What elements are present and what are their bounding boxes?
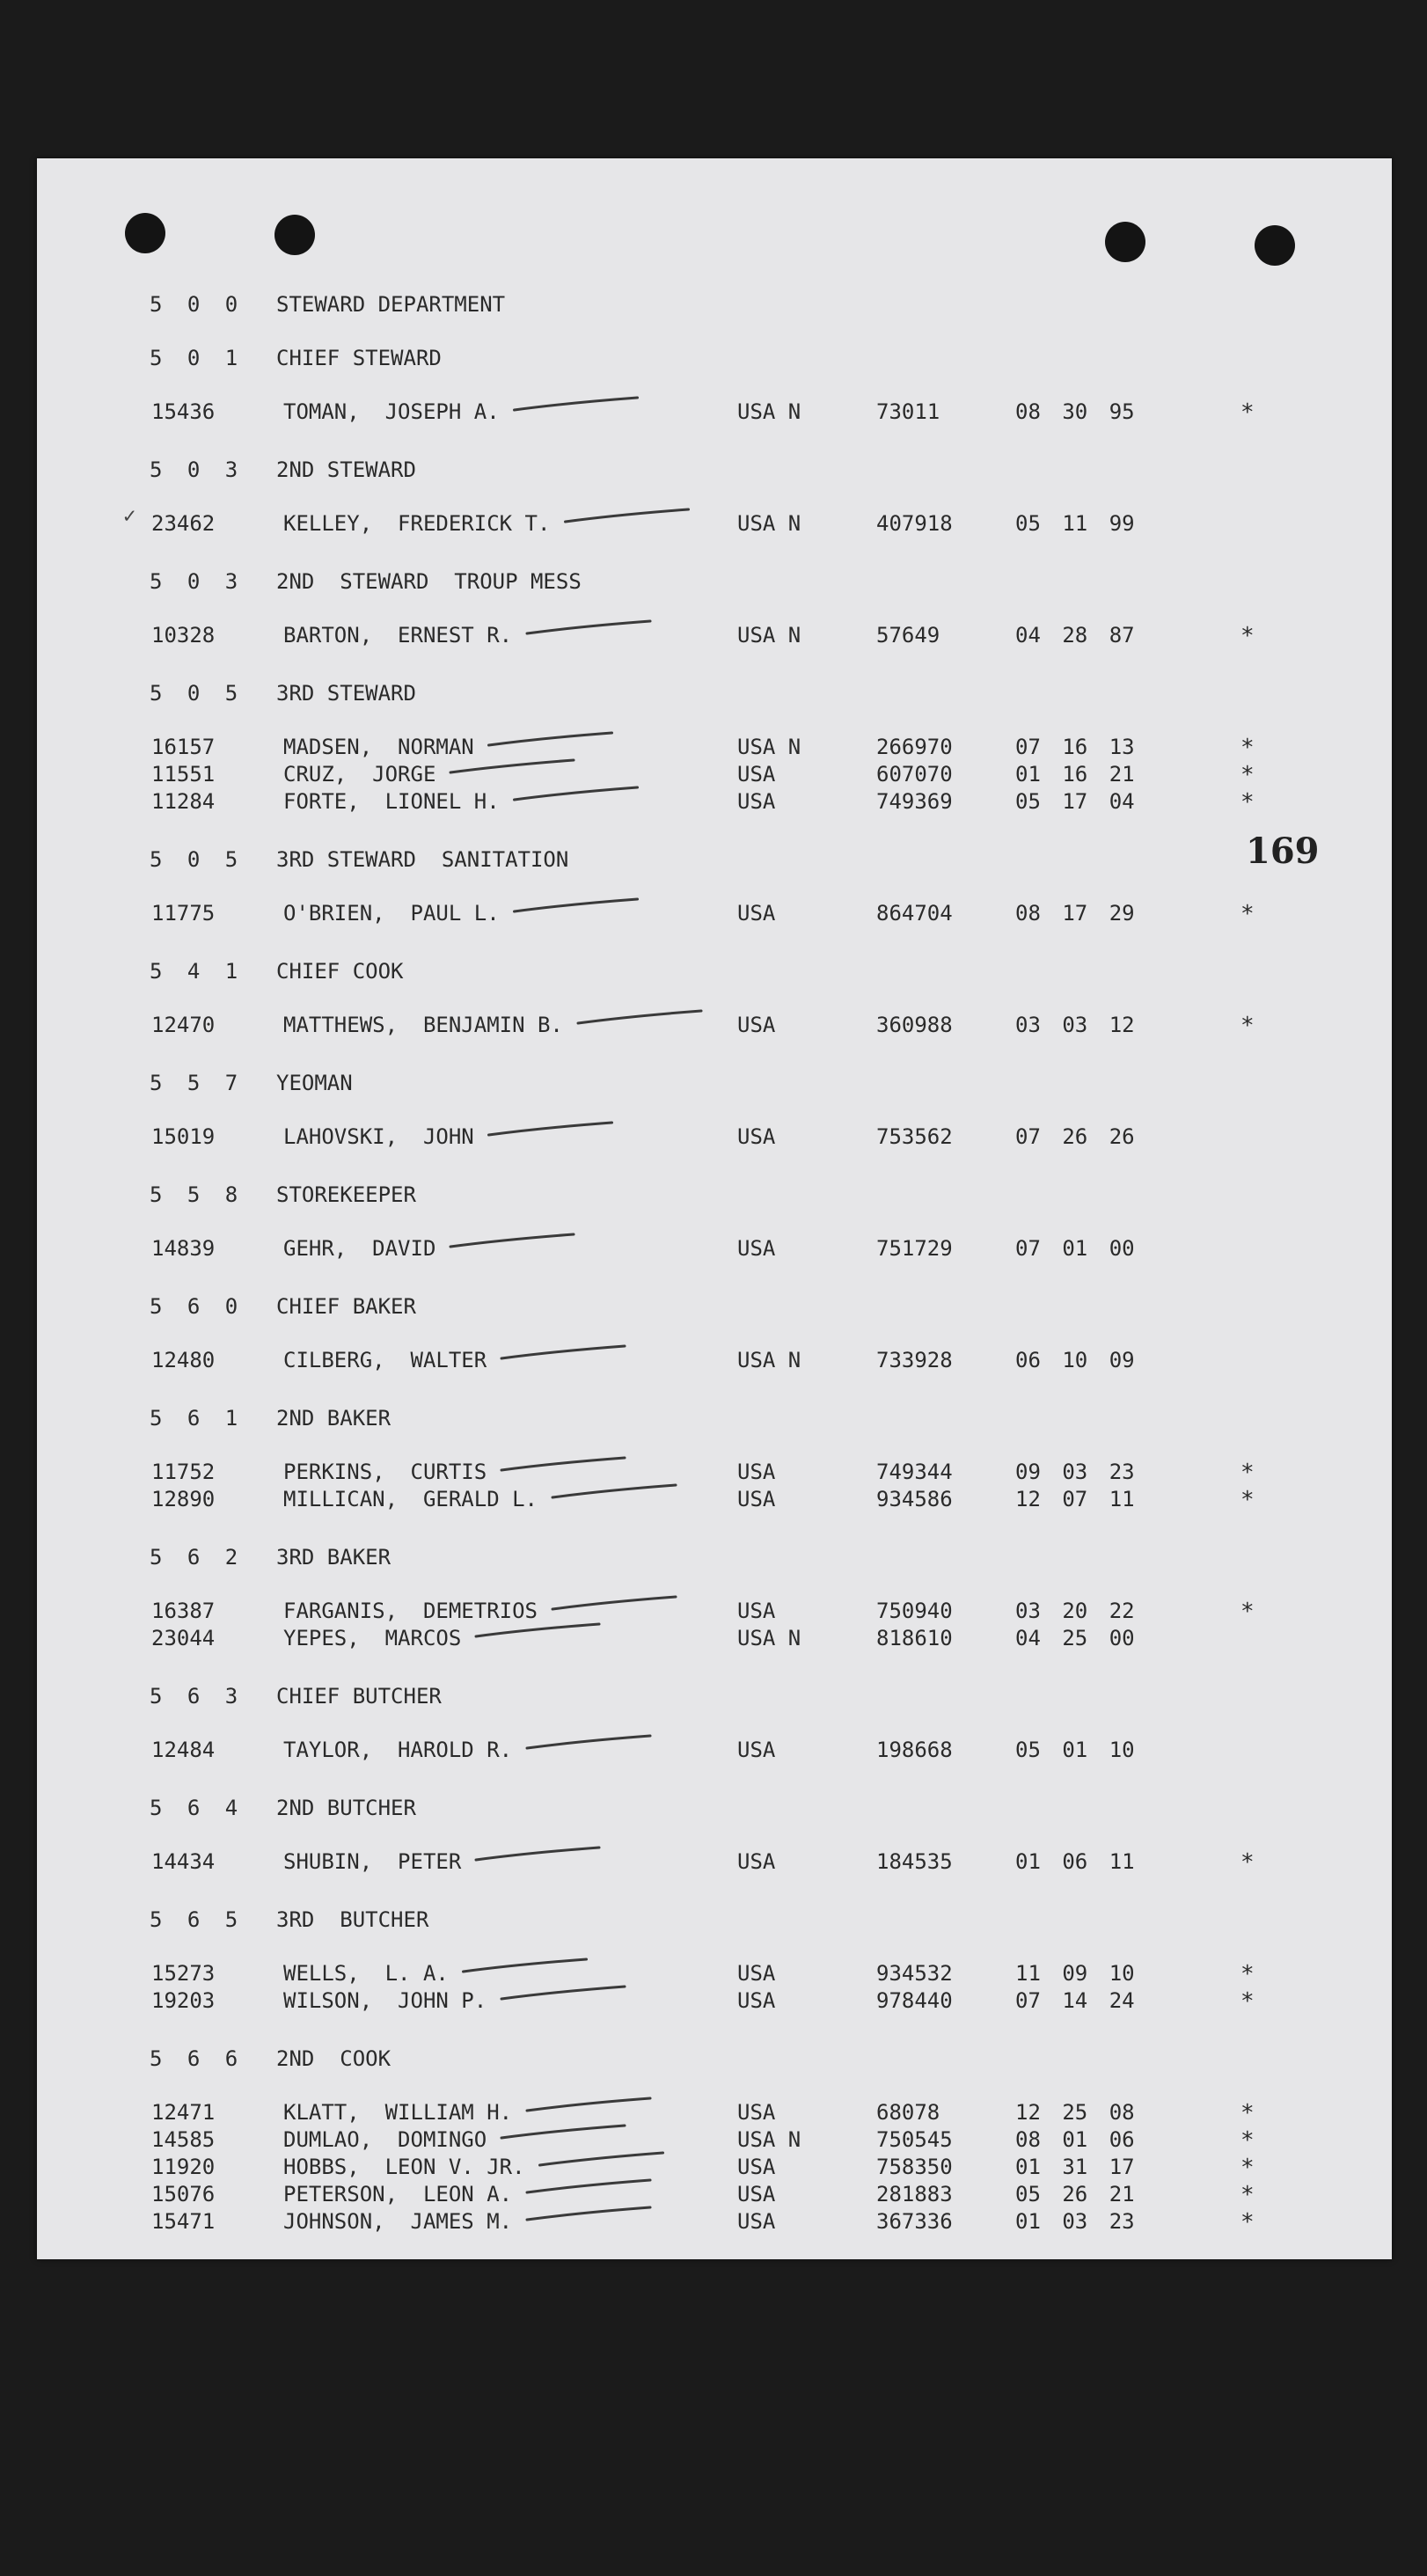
crew-date: 05 26 21 [1015,2182,1135,2206]
crew-date: 12 25 08 [1015,2100,1135,2125]
section-code: 5 0 5 [150,681,245,706]
section-code: 5 6 4 [150,1796,245,1820]
crew-id-number: 68078 [876,2100,940,2125]
crew-rating-number: 15273 [151,1961,216,1986]
crew-date: 09 03 23 [1015,1460,1135,1484]
crew-date: 08 01 06 [1015,2127,1135,2152]
crew-rating-number: 14434 [151,1849,216,1874]
section-title: 2ND STEWARD TROUP MESS [276,569,582,594]
crew-rating-number: 15019 [151,1124,216,1149]
crew-star-mark: * [1240,623,1255,649]
crew-id-number: 934586 [876,1487,953,1511]
crew-id-number: 749344 [876,1460,953,1484]
crew-name: MILLICAN, GERALD L. [283,1487,538,1511]
section-code: 5 6 1 [150,1406,245,1431]
crew-name: TOMAN, JOSEPH A. [283,399,500,424]
section-heading [37,346,1392,372]
crew-star-mark: * [1240,735,1255,761]
crew-rating-number: 14839 [151,1236,216,1261]
crew-name: SHUBIN, PETER [283,1849,462,1874]
crew-row [37,2100,1392,2126]
section-code: 5 5 8 [150,1182,245,1207]
section-title: 3RD BAKER [276,1545,392,1570]
crew-row [37,1348,1392,1374]
crew-id-number: 750940 [876,1599,953,1623]
crew-rating-number: 15471 [151,2209,216,2234]
crew-star-mark: * [1240,1849,1255,1876]
crew-row [37,1961,1392,1987]
crew-name: FORTE, LIONEL H. [283,789,500,814]
section-heading [37,1071,1392,1097]
section-title: 2ND COOK [276,2046,392,2071]
crew-rating-number: 19203 [151,1988,216,2013]
crew-star-mark: * [1240,399,1255,426]
crew-rating-number: 11551 [151,762,216,787]
crew-id-number: 749369 [876,789,953,814]
crew-nationality: USA N [737,1348,801,1372]
section-title: 2ND BAKER [276,1406,392,1431]
crew-id-number: 281883 [876,2182,953,2206]
crew-rating-number: 15436 [151,399,216,424]
crew-star-mark: * [1240,762,1255,788]
crew-row [37,2127,1392,2154]
section-code: 5 0 3 [150,457,245,482]
crew-name: MADSEN, NORMAN [283,735,474,759]
crew-date: 08 30 95 [1015,399,1135,424]
crew-date: 06 10 09 [1015,1348,1135,1372]
crew-star-mark: * [1240,1988,1255,2015]
crew-id-number: 978440 [876,1988,953,2013]
crew-date: 05 01 10 [1015,1738,1135,1762]
crew-rating-number: 23044 [151,1626,216,1650]
crew-rating-number: 11775 [151,901,216,926]
crew-name: MATTHEWS, BENJAMIN B. [283,1013,563,1037]
section-code: 5 0 1 [150,346,245,370]
crew-name: JOHNSON, JAMES M. [283,2209,513,2234]
crew-row [37,623,1392,649]
crew-row [37,2182,1392,2208]
crew-date: 07 16 13 [1015,735,1135,759]
crew-name: WELLS, L. A. [283,1961,449,1986]
crew-nationality: USA [737,2182,776,2206]
crew-rating-number: 15076 [151,2182,216,2206]
crew-row [37,735,1392,761]
crew-id-number: 184535 [876,1849,953,1874]
crew-star-mark: * [1240,2155,1255,2181]
section-heading [37,681,1392,707]
crew-date: 04 28 87 [1015,623,1135,648]
crew-name: BARTON, ERNEST R. [283,623,513,648]
crew-nationality: USA [737,789,776,814]
crew-name: YEPES, MARCOS [283,1626,462,1650]
crew-id-number: 266970 [876,735,953,759]
crew-id-number: 818610 [876,1626,953,1650]
section-heading [37,1545,1392,1571]
crew-name: KELLEY, FREDERICK T. [283,511,551,536]
crew-date: 12 07 11 [1015,1487,1135,1511]
crew-name: CRUZ, JORGE [283,762,436,787]
section-code: 5 5 7 [150,1071,245,1095]
section-code: 5 6 2 [150,1545,245,1570]
crew-id-number: 864704 [876,901,953,926]
crew-nationality: USA N [737,1626,801,1650]
crew-name: FARGANIS, DEMETRIOS [283,1599,538,1623]
crew-id-number: 607070 [876,762,953,787]
crew-id-number: 758350 [876,2155,953,2179]
crew-date: 05 17 04 [1015,789,1135,814]
section-title: CHIEF BAKER [276,1294,416,1319]
crew-nationality: USA [737,1124,776,1149]
crew-row [37,1738,1392,1764]
crew-nationality: USA [737,1599,776,1623]
crew-nationality: USA [737,1487,776,1511]
crew-rating-number: 12470 [151,1013,216,1037]
section-heading [37,1796,1392,1822]
crew-name: PETERSON, LEON A. [283,2182,513,2206]
section-title: STOREKEEPER [276,1182,416,1207]
crew-nationality: USA N [737,399,801,424]
section-title: CHIEF BUTCHER [276,1684,442,1709]
crew-nationality: USA [737,901,776,926]
crew-row [37,511,1392,538]
crew-id-number: 57649 [876,623,940,648]
crew-row [37,399,1392,426]
crew-date: 01 16 21 [1015,762,1135,787]
crew-star-mark: * [1240,1013,1255,1039]
crew-nationality: USA [737,1961,776,1986]
crew-name: O'BRIEN, PAUL L. [283,901,500,926]
crew-date: 07 14 24 [1015,1988,1135,2013]
crew-nationality: USA [737,1988,776,2013]
crew-row [37,901,1392,927]
crew-rating-number: 12480 [151,1348,216,1372]
crew-row [37,1124,1392,1151]
crew-id-number: 360988 [876,1013,953,1037]
crew-name: GEHR, DAVID [283,1236,436,1261]
crew-nationality: USA [737,1013,776,1037]
crew-star-mark: * [1240,901,1255,927]
crew-rating-number: 11752 [151,1460,216,1484]
crew-row [37,1460,1392,1486]
section-title: 3RD BUTCHER [276,1907,429,1932]
crew-date: 01 03 23 [1015,2209,1135,2234]
section-code: 5 0 0 [150,292,245,317]
crew-star-mark: * [1240,789,1255,816]
section-code: 5 6 0 [150,1294,245,1319]
crew-date: 03 03 12 [1015,1013,1135,1037]
section-heading [37,2046,1392,2073]
section-title: YEOMAN [276,1071,353,1095]
crew-rating-number: 10328 [151,623,216,648]
section-title: STEWARD DEPARTMENT [276,292,506,317]
section-heading [37,1406,1392,1432]
section-code: 5 0 3 [150,569,245,594]
crew-nationality: USA N [737,511,801,536]
crew-star-mark: * [1240,2127,1255,2154]
crew-id-number: 934532 [876,1961,953,1986]
crew-id-number: 367336 [876,2209,953,2234]
crew-nationality: USA [737,2155,776,2179]
crew-row [37,1013,1392,1039]
crew-id-number: 751729 [876,1236,953,1261]
crew-row [37,1599,1392,1625]
crew-star-mark: * [1240,1599,1255,1625]
section-heading [37,292,1392,318]
section-title: CHIEF COOK [276,959,404,984]
crew-nationality: USA [737,2209,776,2234]
crew-name: HOBBS, LEON V. JR. [283,2155,525,2179]
crew-rating-number: 14585 [151,2127,216,2152]
crew-rating-number: 23462 [151,511,216,536]
crew-nationality: USA [737,1460,776,1484]
crew-name: CILBERG, WALTER [283,1348,487,1372]
crew-id-number: 753562 [876,1124,953,1149]
check-mark-icon: ✓ [123,503,136,528]
section-code: 5 6 5 [150,1907,245,1932]
crew-star-mark: * [1240,1487,1255,1513]
section-title: CHIEF STEWARD [276,346,442,370]
section-heading [37,569,1392,596]
crew-date: 01 31 17 [1015,2155,1135,2179]
document-page [37,158,1392,2259]
crew-rating-number: 11284 [151,789,216,814]
section-code: 5 6 3 [150,1684,245,1709]
crew-star-mark: * [1240,2182,1255,2208]
crew-nationality: USA [737,1738,776,1762]
crew-id-number: 73011 [876,399,940,424]
crew-id-number: 733928 [876,1348,953,1372]
crew-row [37,1626,1392,1652]
crew-name: DUMLAO, DOMINGO [283,2127,487,2152]
section-code: 5 6 6 [150,2046,245,2071]
crew-date: 05 11 99 [1015,511,1135,536]
section-heading [37,1182,1392,1209]
crew-row [37,762,1392,788]
crew-date: 08 17 29 [1015,901,1135,926]
section-heading [37,959,1392,985]
section-code: 5 0 5 [150,847,245,872]
crew-row [37,2209,1392,2236]
section-code: 5 4 1 [150,959,245,984]
crew-nationality: USA N [737,623,801,648]
crew-nationality: USA [737,2100,776,2125]
crew-row [37,2155,1392,2181]
section-title: 3RD STEWARD [276,681,416,706]
crew-nationality: USA N [737,2127,801,2152]
crew-id-number: 407918 [876,511,953,536]
section-heading [37,1294,1392,1321]
crew-star-mark: * [1240,1961,1255,1987]
section-heading [37,1684,1392,1710]
crew-rating-number: 12484 [151,1738,216,1762]
crew-name: TAYLOR, HAROLD R. [283,1738,513,1762]
crew-star-mark: * [1240,2100,1255,2126]
crew-date: 03 20 22 [1015,1599,1135,1623]
page-number: 169 [1246,831,1320,872]
crew-nationality: USA [737,762,776,787]
section-heading [37,847,1392,874]
crew-row [37,1487,1392,1513]
crew-nationality: USA [737,1236,776,1261]
crew-star-mark: * [1240,1460,1255,1486]
crew-date: 07 26 26 [1015,1124,1135,1149]
crew-star-mark: * [1240,2209,1255,2236]
section-title: 2ND STEWARD [276,457,416,482]
crew-date: 11 09 10 [1015,1961,1135,1986]
crew-rating-number: 16387 [151,1599,216,1623]
crew-id-number: 198668 [876,1738,953,1762]
crew-nationality: USA N [737,735,801,759]
section-heading [37,457,1392,484]
crew-date: 01 06 11 [1015,1849,1135,1874]
crew-rating-number: 12471 [151,2100,216,2125]
crew-rating-number: 12890 [151,1487,216,1511]
crew-name: LAHOVSKI, JOHN [283,1124,474,1149]
crew-nationality: USA [737,1849,776,1874]
section-heading [37,1907,1392,1934]
section-title: 3RD STEWARD SANITATION [276,847,569,872]
crew-id-number: 750545 [876,2127,953,2152]
section-title: 2ND BUTCHER [276,1796,416,1820]
crew-row [37,1849,1392,1876]
crew-rating-number: 11920 [151,2155,216,2179]
crew-date: 04 25 00 [1015,1626,1135,1650]
crew-date: 07 01 00 [1015,1236,1135,1261]
crew-row [37,1236,1392,1262]
crew-rating-number: 16157 [151,735,216,759]
crew-row [37,789,1392,816]
crew-row [37,1988,1392,2015]
crew-name: KLATT, WILLIAM H. [283,2100,513,2125]
crew-name: PERKINS, CURTIS [283,1460,487,1484]
crew-name: WILSON, JOHN P. [283,1988,487,2013]
